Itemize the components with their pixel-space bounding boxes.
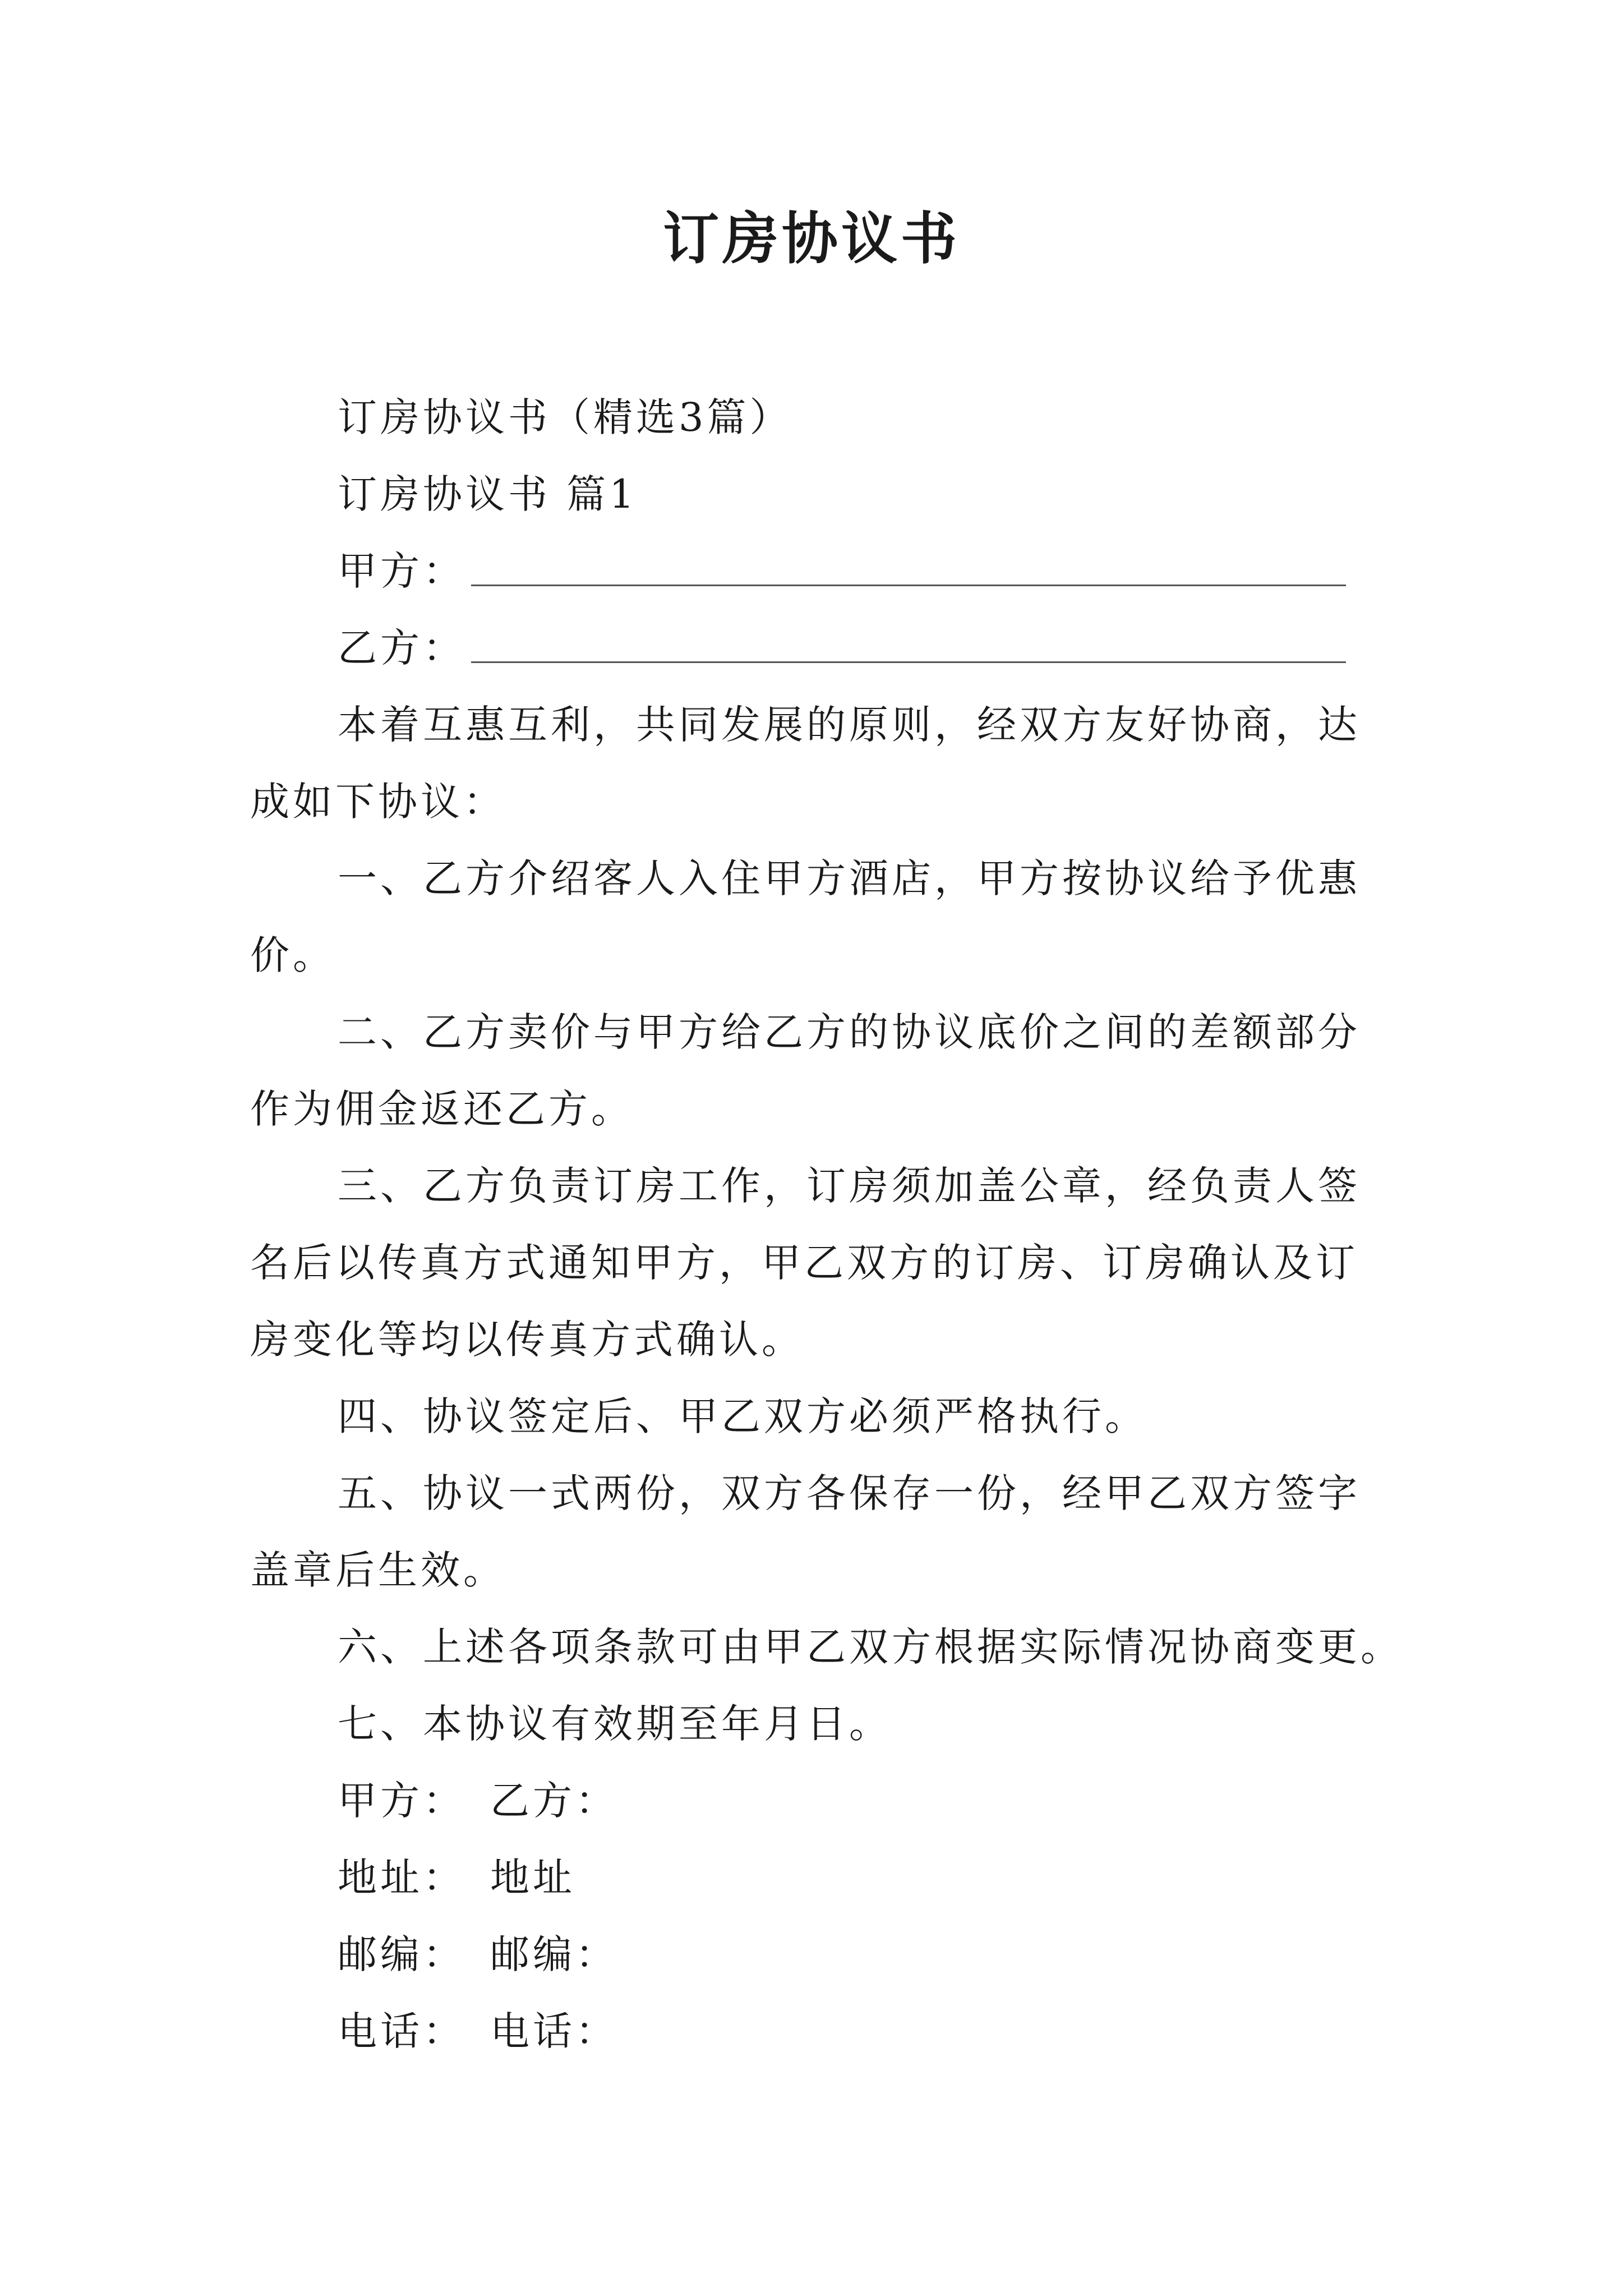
clause-1-line: 价。 [250,932,335,978]
document-subtitle: 订房协议书（精选3篇） [338,394,792,440]
clause-5-line: 盖章后生效。 [250,1547,506,1593]
signature-row-postcode [250,1916,1381,1993]
clause-3-line: 房变化等均以传真方式确认。 [250,1317,804,1363]
signature-postcode-b-label: 邮编： [490,1931,618,1977]
signature-party-a-label: 甲方： [338,1778,465,1824]
party-a-label: 甲方： [338,548,465,594]
clause-3-line: 名后以传真方式通知甲方，甲乙双方的订房、订房确认及订 [250,1240,1358,1286]
party-a-fill-row [250,533,1381,610]
signature-row-party [250,1763,1381,1839]
signature-address-a-label: 地址： [338,1855,465,1901]
party-a-blank-line [471,585,1346,586]
signature-phone-b-label: 电话： [490,2008,618,2054]
document-title: 订房协议书 [663,205,960,272]
signature-postcode-a-label: 邮编： [338,1931,465,1977]
party-b-label: 乙方： [338,625,465,671]
party-b-fill-row [250,610,1381,687]
signature-address-b-label: 地址 [490,1855,575,1901]
clause-7-line: 七、本协议有效期至年月日。 [338,1701,892,1747]
document-body [250,379,1403,2070]
intro-paragraph-line: 本着互惠互利，共同发展的原则，经双方友好协商，达 [338,702,1361,748]
clause-2-line: 二、乙方卖价与甲方给乙方的协议底价之间的差额部分 [338,1009,1361,1055]
section-heading: 订房协议书 篇1 [338,471,638,517]
clause-4-line: 四、协议签定后、甲乙双方必须严格执行。 [338,1393,1147,1439]
clause-1-line: 一、乙方介绍客人入住甲方酒店，甲方按协议给予优惠 [338,855,1361,901]
signature-row-phone [250,1993,1381,2070]
clause-5-line: 五、协议一式两份，双方各保存一份，经甲乙双方签字 [338,1470,1361,1516]
clause-6-line: 六、上述各项条款可由甲乙双方根据实际情况协商变更。 [338,1624,1403,1670]
signature-phone-a-label: 电话： [338,2008,465,2054]
signature-row-address [250,1839,1381,1916]
intro-paragraph-line: 成如下协议： [250,779,506,825]
party-b-blank-line [471,661,1346,663]
signature-party-b-label: 乙方： [490,1778,618,1824]
clause-3-line: 三、乙方负责订房工作，订房须加盖公章，经负责人签 [338,1163,1361,1209]
clause-2-line: 作为佣金返还乙方。 [250,1086,634,1132]
